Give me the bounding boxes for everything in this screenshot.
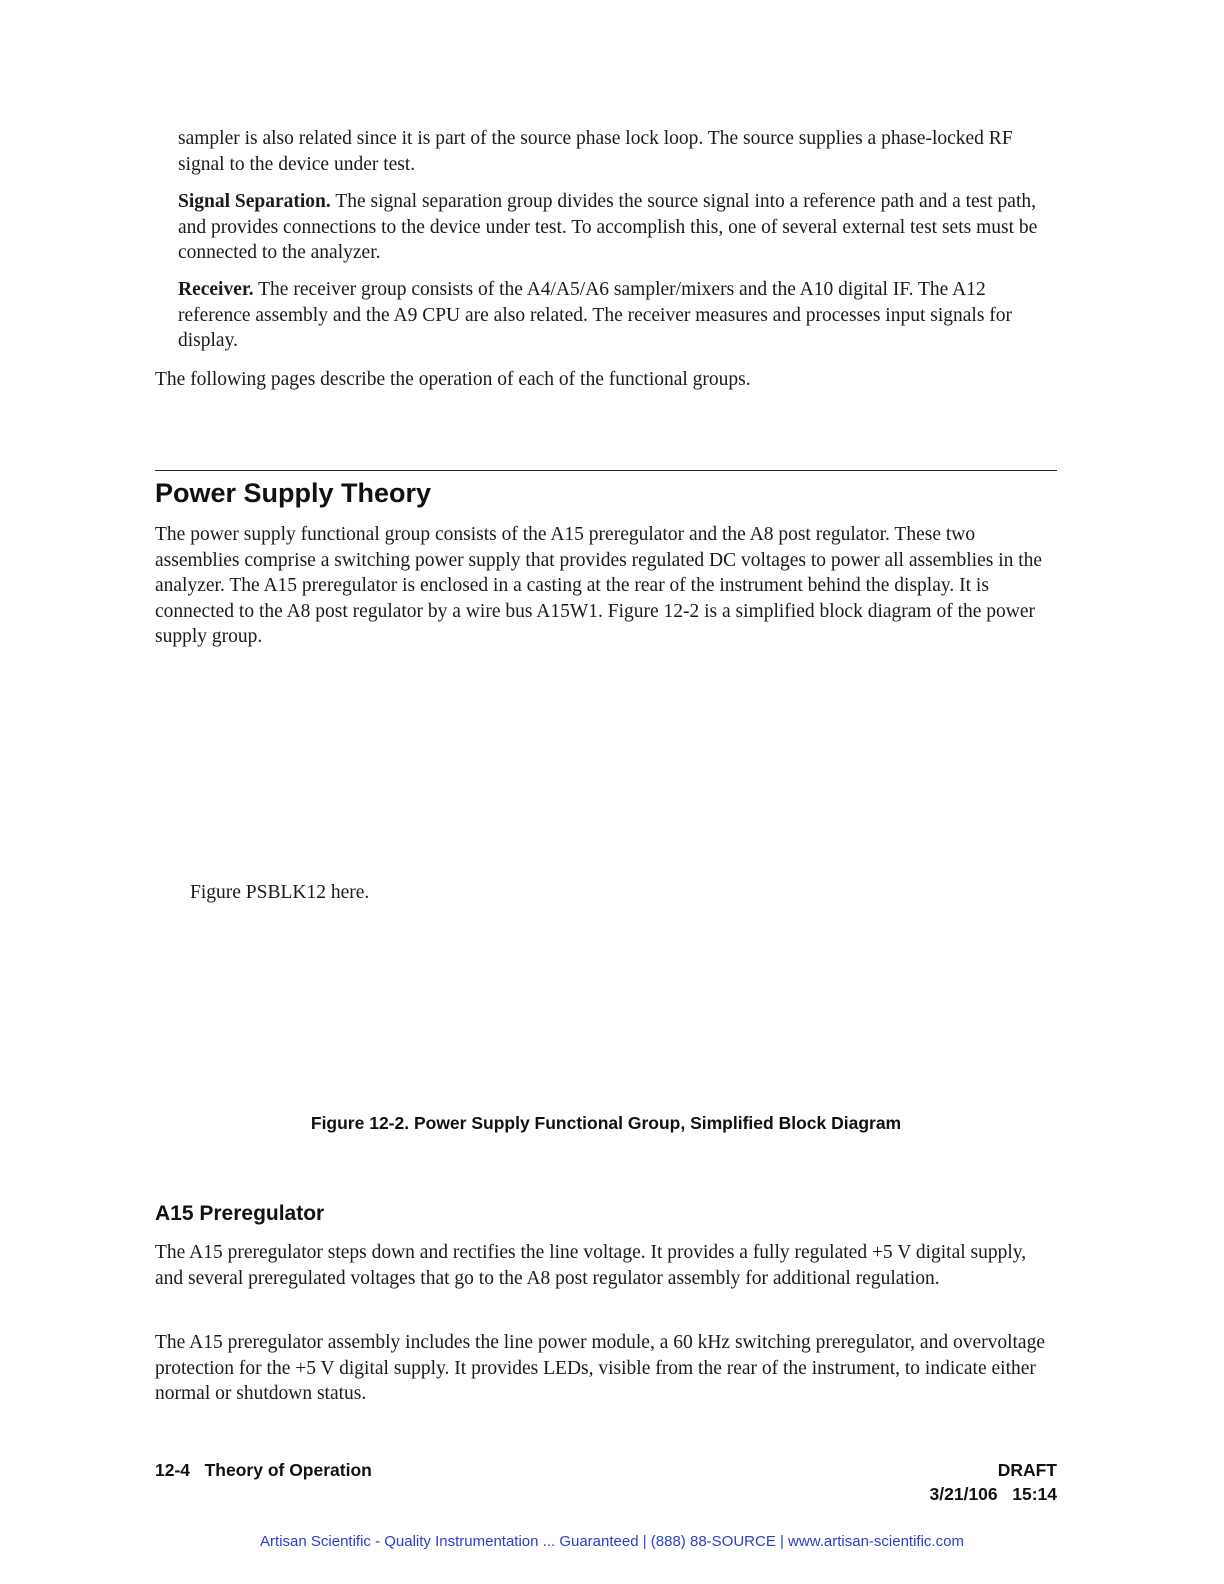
signal-separation-text: The signal separation group divides the source signal into a reference path and a test path, and provides connections to the device under test. To accomplish this, one of several external test sets must be connected to the analyzer.: [178, 191, 1038, 264]
a15-preregulator-heading: A15 Preregulator: [155, 1202, 325, 1225]
receiver-label: Receiver.: [178, 279, 254, 300]
following-pages-paragraph: The following pages describe the operation of each of the functional groups.: [155, 369, 751, 390]
receiver-paragraph: [178, 277, 1058, 354]
a15-paragraph-2: The A15 preregulator assembly includes the line power module, a 60 kHz switching preregulator, and overvoltage protection for the +5 V digital supply. It provides LEDs, visible from the rear of the instrument, to indicate either normal or shutdown status.: [155, 1332, 1045, 1405]
footer-draft-label: DRAFT: [997, 1460, 1057, 1480]
signal-separation-label: Signal Separation.: [178, 191, 331, 212]
footer-datetime: 3/21/106 15:14: [929, 1484, 1057, 1504]
power-supply-paragraph: The power supply functional group consists of the A15 preregulator and the A8 post regulator. These two assemblies comprise a switching power supply that provides regulated DC voltages to power all assemblies in the analyzer. The A15 preregulator is enclosed in a casting at the rear of the instrument behind the display. It is connected to the A8 post regulator by a wire bus A15W1. Figure 12-2 is a simplified block diagram of the power supply group.: [155, 524, 1043, 648]
power-supply-heading: Power Supply Theory: [155, 478, 432, 508]
intro-continuation-paragraph: sampler is also related since it is part of the source phase lock loop. The source supplies a phase-locked RF signal to the device under test.: [178, 128, 1013, 175]
section-divider: [155, 470, 1057, 471]
artisan-banner-link[interactable]: Artisan Scientific - Quality Instrumentation ... Guaranteed | (888) 88-SOURCE | www.artisan-scientific.com: [260, 1533, 964, 1550]
figure-caption: Figure 12-2. Power Supply Functional Group, Simplified Block Diagram: [310, 1113, 902, 1133]
footer-draft-block: [930, 1458, 1057, 1506]
footer-page-reference: 12-4 Theory of Operation: [155, 1460, 372, 1480]
signal-separation-paragraph: [178, 189, 1058, 266]
receiver-text: The receiver group consists of the A4/A5/A6 sampler/mixers and the A10 digital IF. The A12 reference assembly and the A9 CPU are also related. The receiver measures and processes input signals for display.: [178, 279, 1013, 352]
artisan-banner[interactable]: [0, 1531, 1224, 1553]
figure-placeholder: Figure PSBLK12 here.: [190, 882, 370, 903]
a15-paragraph-1: The A15 preregulator steps down and rectifies the line voltage. It provides a fully regulated +5 V digital supply, and several preregulated voltages that go to the A8 post regulator assembly for additional regulation.: [155, 1242, 1027, 1289]
